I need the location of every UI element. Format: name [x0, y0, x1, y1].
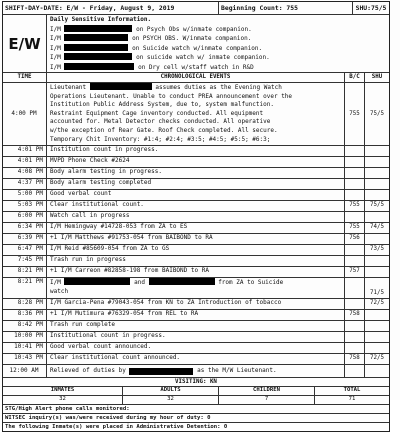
- visiting-total-value: 71: [348, 396, 356, 402]
- visiting-header: CHILDREN: [219, 387, 315, 395]
- event-text: Institution count in progress.: [47, 146, 345, 156]
- event-time: 8:28 PM: [3, 299, 47, 309]
- event-bc: 758: [345, 310, 365, 320]
- event-row: [3, 157, 389, 168]
- event-text: Trash run complete: [47, 321, 345, 331]
- event-bc: 755: [345, 223, 365, 233]
- event-time: 4:01 PM: [3, 157, 47, 167]
- event-text: Watch call in progress: [47, 212, 345, 222]
- event-bc: [345, 299, 365, 309]
- visiting-adults-value: 32: [123, 396, 219, 404]
- event-text: Clear institutional count.: [47, 201, 345, 211]
- event-line: accounted for. Metal Detector checks conducted. All operative: [50, 118, 271, 126]
- event-shu: [365, 332, 389, 342]
- event-bc: [345, 278, 365, 298]
- event-time: 4:37 PM: [3, 179, 47, 189]
- event-time: 5:00 PM: [3, 190, 47, 200]
- event-text: +1 I/M Mutimura #76329-054 from REL to RA: [47, 310, 345, 320]
- event-bc: [345, 157, 365, 167]
- event-bc: [345, 365, 365, 377]
- visiting-header-row: [3, 387, 389, 396]
- redaction-bar: [64, 25, 132, 32]
- sensitive-line: I/M on PSYCH OBS. W/inmate companion.: [50, 35, 252, 43]
- event-time: 10:00 PM: [3, 332, 47, 342]
- event-time: 4:01 PM: [3, 146, 47, 156]
- redaction-bar: [90, 83, 152, 90]
- event-bc: [345, 321, 365, 331]
- event-text: I/M Reid #85609-054 from ZA to GS: [47, 245, 345, 255]
- event-list: [3, 299, 389, 365]
- event-row: [3, 223, 389, 234]
- event-shu: 75/5: [370, 202, 384, 208]
- event-time: 8:21 PM: [3, 278, 47, 298]
- column-events: CHRONOLOGICAL EVENTS: [47, 73, 345, 82]
- sensitive-line: I/M on Psych Obs w/inmate companion.: [50, 25, 252, 33]
- event-bc: [345, 212, 365, 222]
- redaction-bar: [64, 34, 128, 41]
- event-shu: [365, 343, 389, 353]
- event-time: 6:00 PM: [3, 212, 47, 222]
- event-time: 12:00 AM: [3, 365, 47, 377]
- event-text: I/M Garcia-Pena #79043-054 from KN to ZA Introduction of tobacco: [47, 299, 345, 309]
- redaction-bar: [149, 278, 215, 285]
- footer-row: [3, 405, 389, 414]
- event-row: [3, 201, 389, 212]
- event-text: I/M Hemingway #14728-053 from ZA to ES: [47, 223, 345, 233]
- event-line: I/M and from ZA to Suicide: [50, 279, 284, 286]
- event-time: 10:41 PM: [3, 343, 47, 353]
- event-time: 7:45 PM: [3, 256, 47, 266]
- event-bc: [345, 332, 365, 342]
- shift-code: E/W: [3, 15, 47, 72]
- event-shu: [365, 179, 389, 189]
- footer-row: [3, 414, 389, 423]
- event-row: [3, 256, 389, 267]
- event-text: Trash run in progress: [47, 256, 345, 266]
- event-row: [3, 168, 389, 179]
- event-shu: [365, 256, 389, 266]
- event-time: 6:34 PM: [3, 223, 47, 233]
- footer-row: [3, 423, 389, 431]
- event-time: 8:42 PM: [3, 321, 47, 331]
- event-row: [3, 245, 389, 256]
- event-row: [3, 190, 389, 201]
- event-row: [3, 343, 389, 354]
- event-bc: [345, 256, 365, 266]
- event-bc: [345, 179, 365, 189]
- redaction-bar: [129, 368, 193, 375]
- event-shu: 75/5: [370, 110, 384, 117]
- shift-day-date: SHIFT-DAY-DATE: E/W - Friday, August 9, 2019: [3, 2, 219, 14]
- event-shu: 72/5: [370, 300, 384, 306]
- event-text: [47, 83, 345, 145]
- event-text: [47, 278, 345, 298]
- event-text: Good verbal count announced.: [47, 343, 345, 353]
- column-time: TIME: [3, 73, 47, 82]
- event-row: [3, 321, 389, 332]
- redaction-bar: [64, 44, 128, 51]
- event-bc: [345, 168, 365, 178]
- beginning-count: Beginning Count: 755: [219, 2, 353, 14]
- visiting-value-row: [3, 396, 389, 405]
- event-shu: [365, 310, 389, 320]
- event-time: 4:00 PM: [3, 83, 47, 145]
- visiting-title: VISITING: KN: [175, 379, 217, 385]
- event-shu: [365, 190, 389, 200]
- visiting-title-row: [3, 378, 389, 387]
- redaction-bar: [64, 278, 130, 285]
- event-row: [3, 354, 389, 365]
- event-time: 6:39 PM: [3, 234, 47, 244]
- event-row: [3, 146, 389, 157]
- redaction-bar: [64, 53, 132, 60]
- column-shu: SHU: [371, 74, 383, 80]
- event-row: [3, 234, 389, 245]
- event-row: [3, 365, 389, 378]
- event-line: Institution Public Address System, due to, system malfunction.: [50, 101, 274, 109]
- event-time: 8:21 PM: [3, 267, 47, 277]
- event-text: Body alarm testing completed: [47, 179, 345, 189]
- event-shu: 72/5: [370, 355, 384, 361]
- event-text: +1 I/M Carreon #82858-198 from BAIBOND to RA: [47, 267, 345, 277]
- footer-stg: STG/High Alert phone calls monitored:: [5, 406, 130, 412]
- event-row: [3, 332, 389, 343]
- redaction-bar: [64, 63, 134, 70]
- event-row: [3, 299, 389, 310]
- event-time: 5:03 PM: [3, 201, 47, 211]
- visiting-inmates-value: 32: [3, 396, 123, 404]
- sensitive-line: I/M on Suicide watch w/inmate companion.: [50, 44, 263, 52]
- visiting-counts: [3, 387, 389, 405]
- event-shu: [365, 365, 389, 377]
- event-shu: [365, 212, 389, 222]
- visiting-header: TOTAL: [343, 387, 361, 393]
- sensitive-info-body: [47, 15, 389, 72]
- event-bc: [345, 190, 365, 200]
- visiting-header: ADULTS: [123, 387, 219, 395]
- event-shu: [365, 267, 389, 277]
- event-text: +1 I/M Matthews #91753-054 from BAIBOND to RA: [47, 234, 345, 244]
- event-shu: 71/5: [370, 290, 384, 297]
- shift-log-sheet: [2, 1, 390, 432]
- event-row: [3, 212, 389, 223]
- column-bc: B/C: [345, 73, 365, 82]
- event-text: MVPD Phone Check #2624: [47, 157, 345, 167]
- event-list: [3, 146, 389, 278]
- event-line: Lieutenant assumes duties as the Evening Watch: [50, 84, 282, 91]
- sensitive-line: I/M on Dry cell w/staff watch in R&D: [50, 63, 254, 71]
- event-row: [3, 179, 389, 190]
- event-shu: 74/5: [370, 224, 384, 230]
- event-bc: [345, 343, 365, 353]
- event-text: Clear institutional count announced.: [47, 354, 345, 364]
- event-shu: [365, 146, 389, 156]
- event-bc: [345, 245, 365, 255]
- event-shu: 73/5: [370, 246, 384, 252]
- event-bc: 757: [345, 267, 365, 277]
- sensitive-line: I/M on suicide watch w/ inmate companion.: [50, 54, 270, 62]
- header-row: [3, 2, 389, 15]
- event-text: Institutional count in progress.: [47, 332, 345, 342]
- event-bc: 755: [345, 83, 365, 145]
- shu-count: SHU:75/5: [355, 4, 387, 12]
- event-text: Good verbal count: [47, 190, 345, 200]
- sensitive-info-block: [3, 15, 389, 73]
- sensitive-title: Daily Sensitive Information.: [50, 16, 152, 23]
- event-row: [3, 83, 389, 146]
- event-bc: 758: [345, 354, 365, 364]
- event-text: Body alarm testing in progress.: [47, 168, 345, 178]
- event-shu: [365, 234, 389, 244]
- event-bc: [345, 146, 365, 156]
- event-line: Restraint Equipment Cage inventory conducted. All equipment: [50, 109, 264, 117]
- event-line: watch: [50, 287, 69, 295]
- event-line: Temporary Chit Inventory: #1:4; #2:4; #3:5; #4:5; #5:5; #6:3;: [50, 135, 271, 143]
- column-header-row: [3, 73, 389, 83]
- event-text: Relieved of duties by as the M/W Lieutenant.: [47, 365, 345, 377]
- event-time: 10:43 PM: [3, 354, 47, 364]
- event-time: 8:36 PM: [3, 310, 47, 320]
- footer-admin-detention: The following Inmate(s) were placed in Administrative Detention: 0: [5, 424, 228, 430]
- event-row: [3, 267, 389, 278]
- event-shu: [365, 157, 389, 167]
- event-line: w/the exception of Rear Gate. Roof Check completed. All secure.: [50, 126, 278, 134]
- event-row: [3, 310, 389, 321]
- footer-witsec: WITSEC inquiry(s) was/were received during my hour of duty: 0: [5, 415, 211, 421]
- visiting-header: INMATES: [3, 387, 123, 395]
- event-bc: 755: [345, 201, 365, 211]
- event-shu: [365, 321, 389, 331]
- event-time: 6:47 PM: [3, 245, 47, 255]
- event-row: [3, 278, 389, 299]
- event-time: 4:08 PM: [3, 168, 47, 178]
- event-shu: [365, 168, 389, 178]
- event-line: Operations Lieutenant. Unable to conduct PREA announcement over the: [50, 92, 293, 100]
- visiting-children-value: 7: [219, 396, 315, 404]
- event-bc: 756: [345, 234, 365, 244]
